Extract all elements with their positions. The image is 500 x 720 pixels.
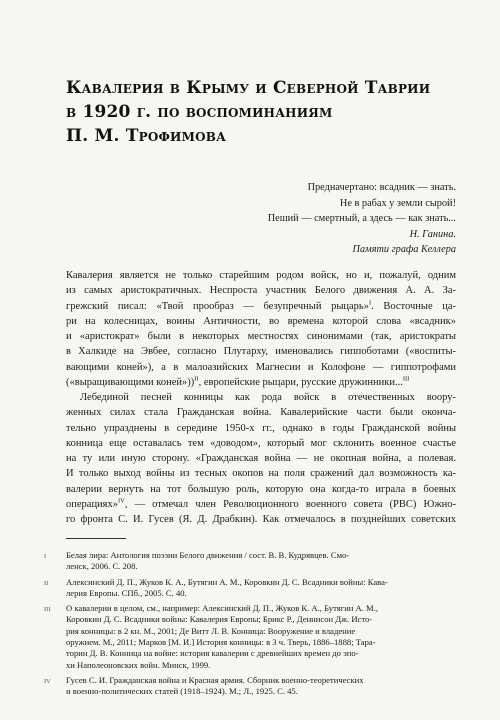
footnote-line: торин Д. В. Конница на войне: история кавалерии с древнейших времен до эпо-	[66, 648, 359, 659]
footnote-line: лерия Европы. СПб., 2005. С. 40.	[66, 587, 187, 598]
footnote-ref[interactable]: III	[402, 375, 410, 383]
footnote-line: ленск, 2006. С. 208.	[66, 561, 138, 572]
footnote	[44, 675, 456, 698]
body-line: и «аристократ» были в некоторых местностях синонимами (так, аристократы	[66, 331, 456, 342]
footnote-line: Коровкин Д. С. Всадники войны: Кавалерия Европы; Брикс Р., Деннисон Дж. Исто-	[66, 614, 373, 625]
chapter-title-line: П. М. Трофимова	[66, 126, 227, 146]
body-text	[66, 268, 456, 527]
body-line: в Халкиде на Эвбее, согласно Плутарху, именовались гиппоботами («воспиты-	[66, 346, 456, 358]
footnote-line: и военно-политических статей (1918–1924). М.; Л., 1925. С. 45.	[66, 686, 298, 697]
body-line: го фронта С. И. Гусев (Я. Д. Драбкин). Как отмечалось в позднейших советских	[66, 514, 456, 525]
footnote-ref[interactable]: I	[368, 299, 372, 306]
footnote	[44, 550, 456, 573]
footnote-mark: II	[44, 579, 49, 587]
body-line: Лебединой песней конницы как рода войск в отечественных воору-	[80, 392, 456, 403]
epigraph-line: Не в рабах у земли сырой!	[339, 197, 456, 209]
body-line: Кавалерия является не только старейшим родом войск, но и, пожалуй, одним	[66, 270, 456, 281]
footnote-line: хи Наполеоновских войн. Минск, 1999.	[66, 659, 211, 670]
chapter-title	[66, 76, 476, 148]
footnote-mark: IV	[44, 677, 51, 685]
footnote-text	[66, 675, 456, 698]
footnote	[44, 603, 456, 671]
body-line	[66, 497, 456, 512]
text-run: («выращивающими коней»))	[66, 376, 195, 388]
body-line: ри на колесницах, воины Античности, во времена которой слова «всадник»	[66, 315, 456, 327]
text-run: , — отмечал член Революционного военного совета (РВС) Южно-	[124, 498, 456, 510]
footnotes	[44, 550, 456, 702]
text-run: , европейские рыцари, русские дружинники...	[198, 376, 403, 388]
epigraph-line: Пеший — смертный, а здесь — как знать...	[267, 213, 456, 225]
footnote-line: оружием. М., 2011; Марков [М. И.] История конницы: в 3 ч. Тверь, 1886–1888; Тара-	[66, 637, 376, 648]
footnote-separator	[66, 538, 126, 539]
epigraph-author: Н. Ганина.	[409, 228, 456, 240]
epigraph-dedication: Памяти графа Келлера	[352, 244, 456, 256]
text-run: операциях»	[66, 498, 119, 510]
footnote-ref[interactable]: IV	[118, 497, 125, 505]
epigraph	[196, 180, 456, 258]
chapter-title-line: Кавалерия в Крыму и Северной Таврии	[66, 78, 431, 98]
footnote-line: Гусев С. И. Гражданская война и Красная армия. Сборник военно-теоретических	[66, 674, 364, 685]
body-line	[66, 299, 456, 314]
footnote-line: рия конницы: в 2 кн. М., 2001; Де Витт Л. В. Конница: Вооружение и владение	[66, 625, 356, 636]
footnote-line: Алексинский Д. П., Жуков К. А., Бутягин А. М., Коровкин Д. С. Всадники войны: Кава-	[66, 576, 388, 587]
footnote-text	[66, 550, 456, 573]
footnote-mark: III	[44, 606, 51, 614]
body-line: на ту или иную сторону. «Гражданская война — не окопная война, а полевая.	[66, 453, 456, 464]
body-line: тельно упразднены в середине 1950-х гг., однако в годы Гражданской войны	[66, 422, 456, 434]
chapter-title-line: в 1920 г. по воспоминаниям	[66, 102, 333, 122]
body-line: из самых аристократичных. Неспроста участник Белого движения А. А. За-	[66, 285, 456, 297]
body-line: конница еще оставалась тем «доводом», который мог склонить военное счастье	[66, 437, 456, 449]
footnote-text	[66, 603, 456, 671]
body-line: женных силах стала Гражданская война. Кавалерийские части были оконча-	[66, 407, 456, 419]
footnote-text	[66, 577, 456, 600]
text-run: . Восточные ца-	[371, 300, 456, 312]
footnote-line: О кавалерии в целом, см., например: Алексинский Д. П., Жуков К. А., Бутягин А. М.,	[66, 603, 379, 614]
footnote	[44, 577, 456, 600]
footnote-ref[interactable]: II	[194, 375, 199, 383]
footnote-mark: I	[44, 553, 47, 560]
footnote-line: Белая лира: Антология поэзии Белого движения / сост. В. В. Кудрявцев. Смо-	[66, 550, 350, 560]
epigraph-line: Предначертано: всадник — знать.	[307, 182, 456, 193]
body-line: валерии вернуть на тот большую роль, которую она когда-то играла в боевых	[66, 483, 456, 495]
body-line: вающими коней»), а в малоазийских Магнесии и Колофоне — гиппотрофами	[66, 361, 456, 373]
text-run: грежский писал: «Твой прообраз — безупречный рыцарь»	[66, 300, 369, 312]
body-line	[66, 375, 456, 390]
body-line: И только выход войны из тесных окопов на поля сражений дал возможность ка-	[66, 468, 456, 480]
